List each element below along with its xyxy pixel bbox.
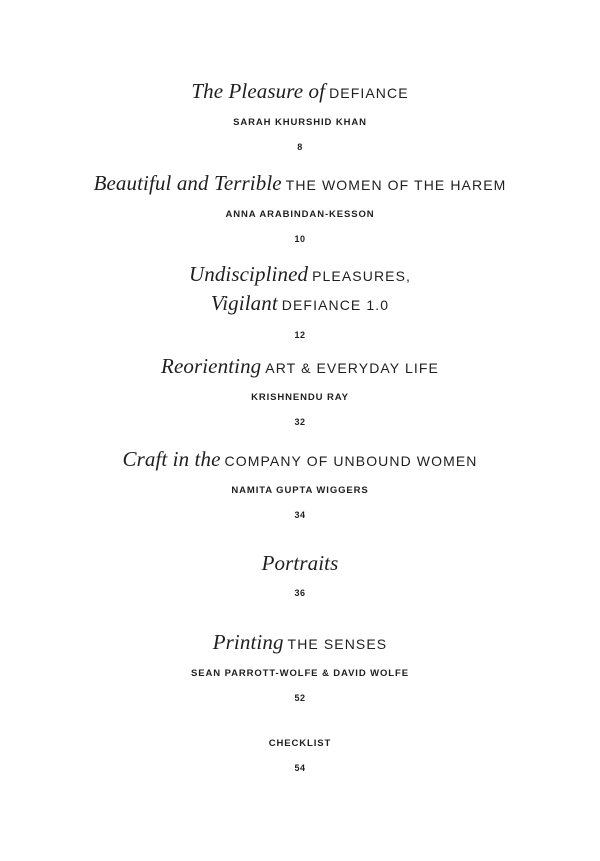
entry-title: [0, 170, 600, 199]
title-italic: The Pleasure of: [191, 79, 326, 103]
title-italic: Printing: [212, 630, 284, 654]
toc-entry: [0, 170, 600, 245]
title-caps: DEFIANCE 1.0: [281, 297, 390, 313]
page-number: 34: [294, 510, 306, 520]
title-italic: Beautiful and Terrible: [93, 171, 282, 195]
entry-title: [0, 261, 600, 290]
entry-title: [0, 550, 600, 579]
title-caps: ART & EVERYDAY LIFE: [265, 360, 439, 376]
toc-entry: [0, 446, 600, 521]
toc-entry: [0, 550, 600, 599]
page-number: 10: [294, 234, 306, 244]
entry-author: ANNA ARABINDAN-KESSON: [225, 209, 375, 220]
entry-author: SARAH KHURSHID KHAN: [233, 117, 367, 128]
entry-author: KRISHNENDU RAY: [251, 392, 349, 403]
entry-title-line-2: [0, 290, 600, 319]
page-number: 54: [294, 763, 306, 773]
toc-entry: [0, 353, 600, 428]
page-number: 36: [294, 588, 306, 598]
page-number: 12: [294, 330, 306, 340]
title-italic: Undisciplined: [188, 262, 309, 286]
title-caps: PLEASURES,: [312, 268, 412, 284]
page-number: 52: [294, 693, 306, 703]
title-italic: Craft in the: [122, 447, 221, 471]
title-italic: Reorienting: [161, 354, 262, 378]
entry-title: [0, 353, 600, 382]
page-number: 8: [297, 142, 303, 152]
entry-title: [0, 78, 600, 107]
entry-title: CHECKLIST: [268, 738, 332, 749]
title-caps: COMPANY OF UNBOUND WOMEN: [224, 453, 478, 469]
title-caps: THE WOMEN OF THE HAREM: [285, 177, 507, 193]
toc-entry: [0, 261, 600, 341]
title-italic: Portraits: [261, 551, 339, 575]
entry-title: [0, 629, 600, 658]
toc-entry: [0, 738, 600, 774]
title-caps: DEFIANCE: [329, 85, 409, 101]
toc-entry: [0, 629, 600, 704]
entry-title: [0, 446, 600, 475]
title-caps: THE SENSES: [287, 636, 388, 652]
title-italic: Vigilant: [210, 291, 278, 315]
page-number: 32: [294, 417, 306, 427]
entry-author: SEAN PARROTT-WOLFE & DAVID WOLFE: [191, 668, 409, 679]
entry-author: NAMITA GUPTA WIGGERS: [231, 485, 369, 496]
toc-entry: [0, 78, 600, 153]
